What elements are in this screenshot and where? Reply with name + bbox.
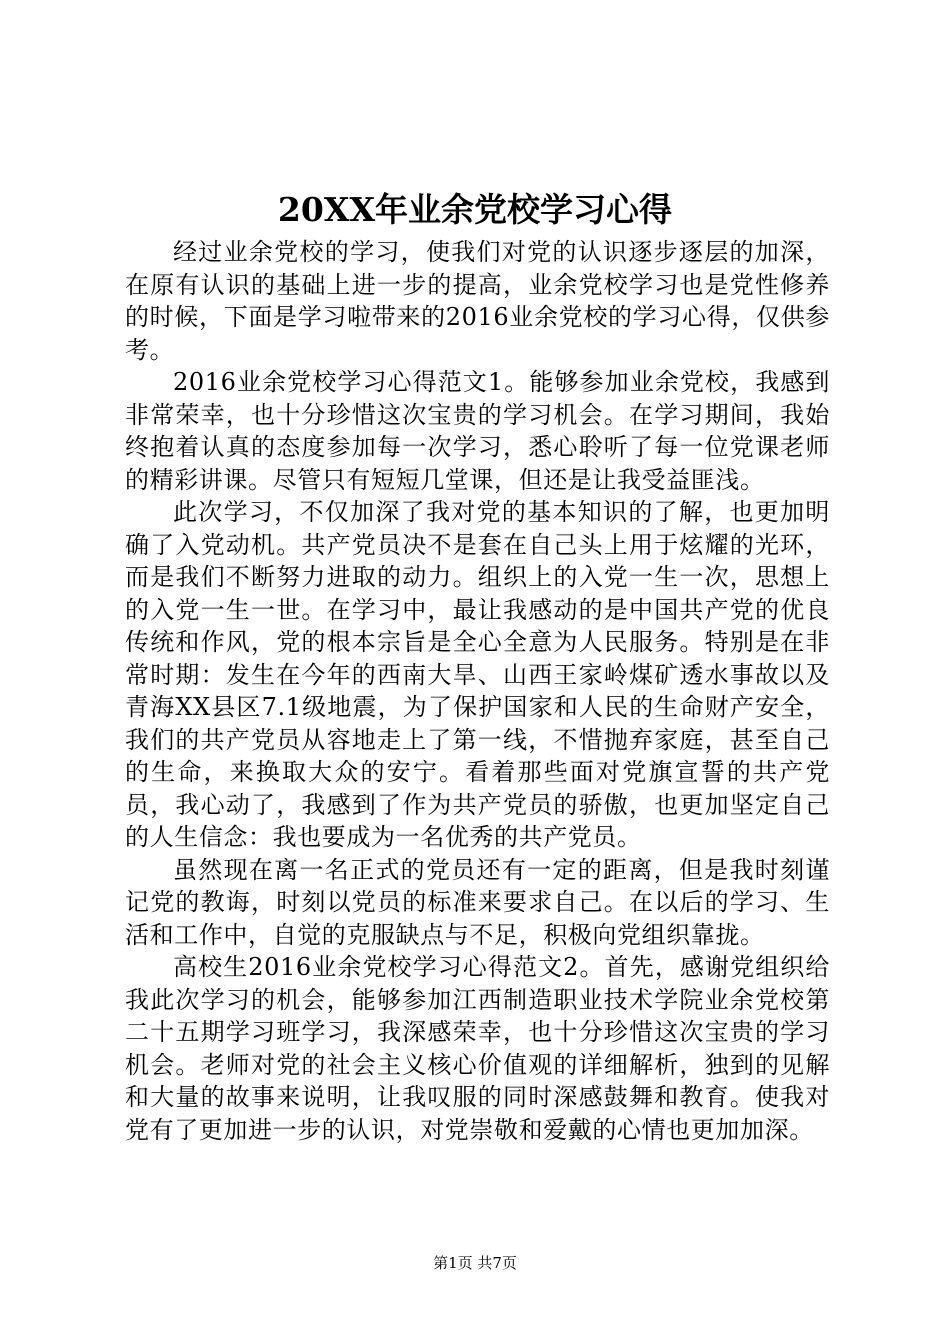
document-body — [125, 236, 830, 1146]
paragraph-sample-2: 高校生2016业余党校学习心得范文2。首先，感谢党组织给我此次学习的机会，能够参加江西制造职业技术学院业余党校第二十五期学习班学习，我深感荣幸，也十分珍惜这次宝贵的学习机会。老师对党的社会主义核心价值观的详细解析，独到的见解和大量的故事来说明，让我叹服的同时深感鼓舞和教育。使我对党有了更加进一步的认识，对党崇敬和爱戴的心情也更加加深。 — [125, 953, 830, 1144]
paragraph-commitment: 虽然现在离一名正式的党员还有一定的距离，但是我时刻谨记党的教诲，时刻以党员的标准来要求自己。在以后的学习、生活和工作中，自觉的克服缺点与不足，积极向党组织靠拢。 — [125, 855, 830, 949]
document-title: 20XX年业余党校学习心得 — [277, 190, 673, 229]
page-number-footer: 第1页 共7页 — [433, 1254, 517, 1272]
paragraph-intro: 经过业余党校的学习，使我们对党的认识逐步逐层的加深，在原有认识的基础上进一步的提高，业余党校学习也是党性修养的时候，下面是学习啦带来的2016业余党校的学习心得，仅供参考。 — [125, 238, 830, 364]
paragraph-study-reflection: 此次学习，不仅加深了我对党的基本知识的了解，也更加明确了入党动机。共产党员决不是套在自己头上用于炫耀的光环，而是我们不断努力进取的动力。组织上的入党一生一次，思想上的入党一生一世。在学习中，最让我感动的是中国共产党的优良传统和作风，党的根本宗旨是全心全意为人民服务。特别是在非常时期：发生在今年的西南大旱、山西王家岭煤矿透水事故以及青海XX县区7.1级地震，为了保护国家和人民的生命财产安全，我们的共产党员从容地走上了第一线，不惜抛弃家庭，甚至自己的生命，来换取大众的安宁。看着那些面对党旗宣誓的共产党员，我心动了，我感到了作为共产党员的骄傲，也更加坚定自己的人生信念：我也要成为一名优秀的共产党员。 — [125, 498, 830, 851]
paragraph-sample-1: 2016业余党校学习心得范文1。能够参加业余党校，我感到非常荣幸，也十分珍惜这次宝贵的学习机会。在学习期间，我始终抱着认真的态度参加每一次学习，悉心聆听了每一位党课老师的精彩讲课。尽管只有短短几堂课，但还是让我受益匪浅。 — [125, 368, 830, 494]
